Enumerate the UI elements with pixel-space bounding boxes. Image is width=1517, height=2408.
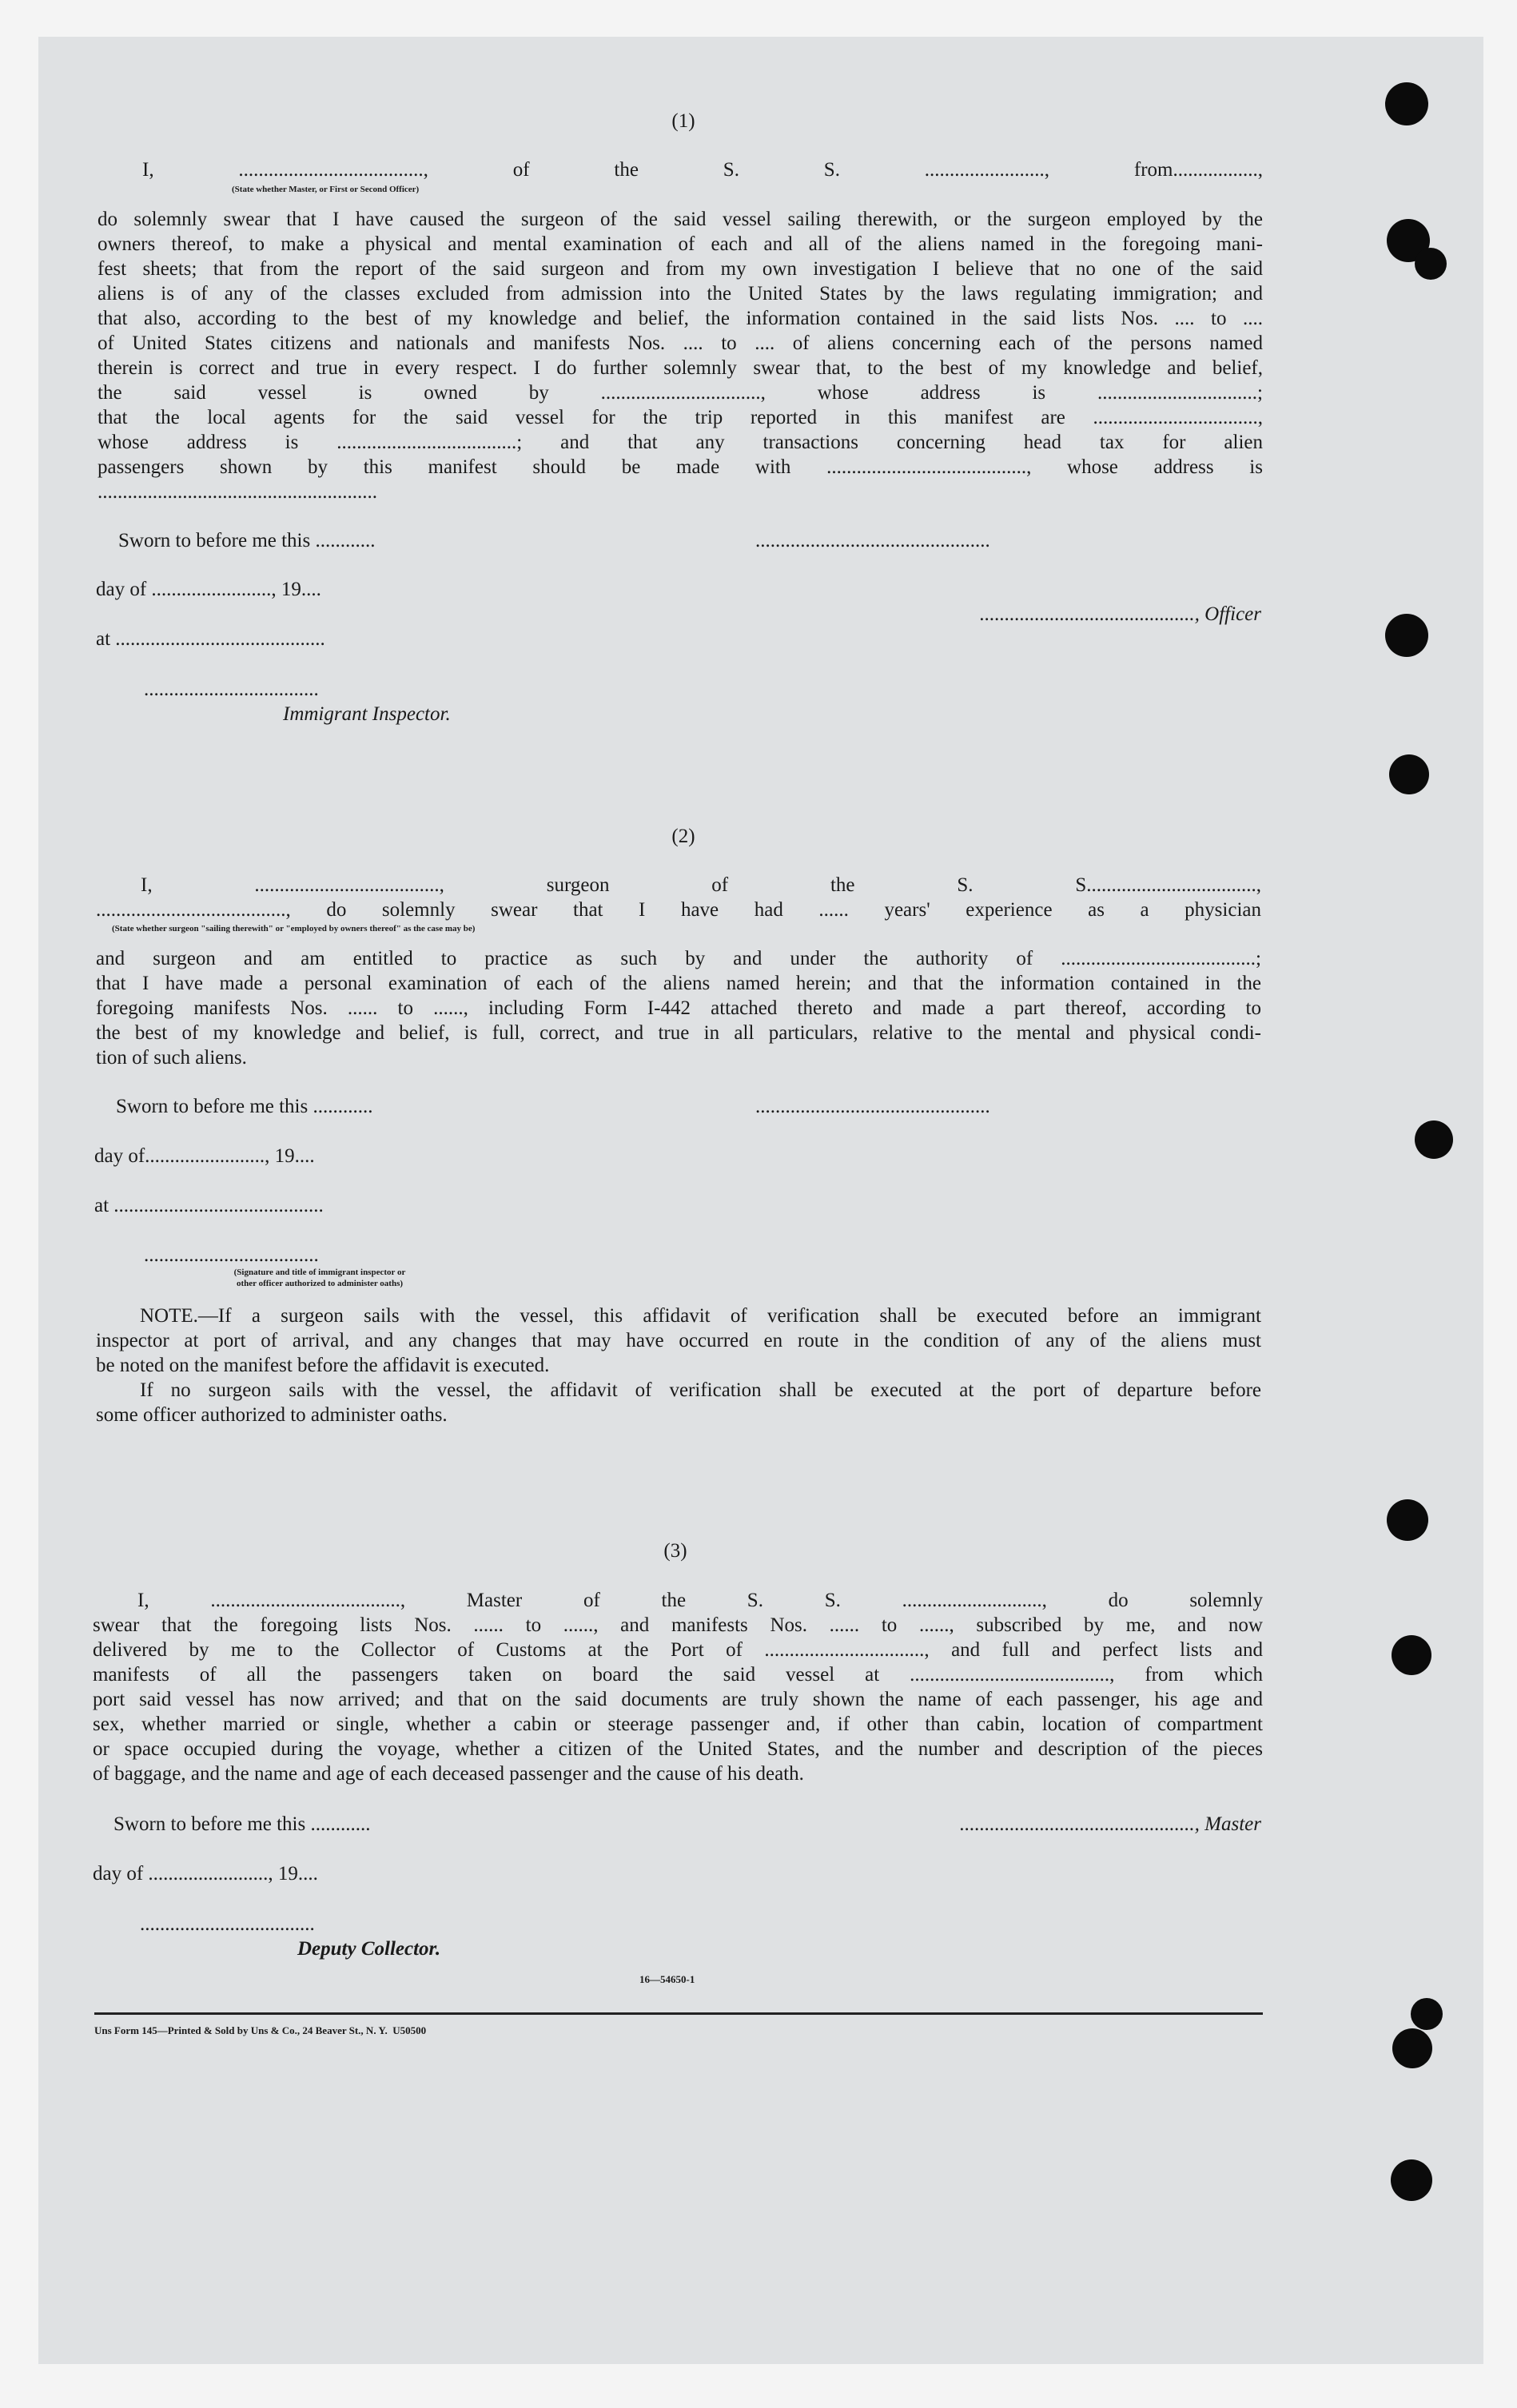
paragraph-line: therein is correct and true in every respect. I do further solemnly swear that, to the best of my knowledge and belief, [98, 357, 1263, 379]
paragraph-line: of baggage, and the name and age of each deceased passenger and the cause of his death. [93, 1763, 804, 1785]
paragraph-trailing-dots: ........................................................ [98, 481, 377, 503]
section-2-surgeon-note: (State whether surgeon "sailing therewith" or "employed by owners thereof" as the case may be) [112, 924, 476, 933]
punch-hole [1411, 1998, 1443, 2030]
paragraph-line: whose address is ....................................; and that any transactions concerning head tax for alien [98, 432, 1263, 453]
section-2-inspector-dots: ................................... [144, 1244, 319, 1266]
section-2-signature-dots: ............................................... [755, 1096, 990, 1117]
punch-hole [1385, 614, 1428, 657]
section-3-collector-dots: ................................... [140, 1913, 315, 1935]
note-line: If no surgeon sails with the vessel, the affidavit of verification shall be executed at the port of departure before [140, 1379, 1261, 1401]
section-3-day-line: day of ........................, 19.... [93, 1863, 318, 1885]
footer-rule [94, 2012, 1263, 2015]
paragraph-line: do solemnly swear that I have caused the surgeon of the said vessel sailing therewith, or the surgeon employed by the [98, 209, 1263, 230]
section-2-inspector-note: (Signature and title of immigrant inspector or [233, 1268, 406, 1277]
punch-hole [1392, 2028, 1432, 2068]
section-2-intro-line: I, ....................................., surgeon of the S. S.................................., [141, 874, 1261, 896]
section-1-inspector-dots: ................................... [144, 679, 319, 700]
punch-hole [1392, 1635, 1431, 1675]
paragraph-line: that I have made a personal examination of each of the aliens named herein; and that the information contained in the [96, 973, 1261, 994]
printer-imprint: Uns Form 145—Printed & Sold by Uns & Co., 24 Beaver St., N. Y. U50500 [94, 2024, 427, 2036]
paragraph-line: or space occupied during the voyage, whether a citizen of the United States, and the number and description of the pieces [93, 1738, 1263, 1760]
section-3-collector-label: Deputy Collector. [297, 1938, 441, 1960]
section-1-sworn-line: Sworn to before me this ............ [118, 530, 376, 551]
section-1-signature-dots: ............................................... [755, 530, 990, 551]
punch-hole [1415, 1120, 1453, 1159]
section-1-officer-line: ..........................................., Officer [979, 603, 1261, 625]
paragraph-line: aliens is of any of the classes excluded from admission into the United States by the laws regulating immigration; and [98, 283, 1263, 304]
paragraph-line: swear that the foregoing lists Nos. ...... to ......, and manifests Nos. ...... to ......, subscribed by me, and now [93, 1614, 1263, 1636]
paragraph-line: I, ......................................, Master of the S. S. ............................, do solemnly [137, 1590, 1263, 1611]
note-line: be noted on the manifest before the affidavit is executed. [96, 1355, 550, 1376]
section-1-master-note: (State whether Master, or First or Second Officer) [232, 185, 420, 194]
paragraph-line: sex, whether married or single, whether a cabin or steerage passenger and, if other than cabin, location of compartment [93, 1713, 1263, 1735]
punch-hole [1389, 754, 1429, 794]
paragraph-line: foregoing manifests Nos. ...... to ......, including Form I-442 attached thereto and made a part thereof, according to [96, 997, 1261, 1019]
paragraph-line: the best of my knowledge and belief, is full, correct, and true in all particulars, relative to the mental and physical condi- [96, 1022, 1261, 1044]
section-1-number: (1) [671, 110, 695, 132]
section-1-day-line: day of ........................, 19.... [96, 579, 321, 600]
paragraph-line: that the local agents for the said vessel for the trip reported in this manifest are ................................., [98, 407, 1263, 428]
paragraph-line: port said vessel has now arrived; and that on the said documents are truly shown the name of each passenger, his age and [93, 1689, 1263, 1710]
form-code: 16—54650-1 [639, 1973, 695, 1985]
section-3-sworn-line: Sworn to before me this ............ [113, 1813, 371, 1835]
note-line: some officer authorized to administer oaths. [96, 1404, 448, 1426]
section-1-inspector-label: Immigrant Inspector. [283, 703, 451, 725]
section-2-day-line: day of........................, 19.... [94, 1145, 315, 1167]
section-3-number: (3) [663, 1540, 687, 1562]
punch-hole [1391, 2159, 1432, 2201]
section-1-at-line: at .......................................... [96, 628, 325, 650]
punch-hole [1387, 1499, 1428, 1541]
section-3-master-line: ..............................................., Master [959, 1813, 1261, 1835]
paragraph-line: passengers shown by this manifest should be made with ........................................, whose address is [98, 456, 1263, 478]
paragraph-line: tion of such aliens. [96, 1047, 247, 1069]
paragraph-line: owners thereof, to make a physical and mental examination of each and all of the aliens named in the foregoing mani- [98, 233, 1263, 255]
note-line: NOTE.—If a surgeon sails with the vessel, this affidavit of verification shall be executed before an immigrant [140, 1305, 1261, 1327]
paragraph-line: fest sheets; that from the report of the said surgeon and from my own investigation I believe that no one of the said [98, 258, 1263, 280]
section-2-at-line: at .......................................... [94, 1195, 324, 1216]
punch-hole [1385, 82, 1428, 125]
note-line: inspector at port of arrival, and any changes that may have occurred en route in the condition of any of the aliens must [96, 1330, 1261, 1351]
section-2-inspector-note: other officer authorized to administer oaths) [236, 1279, 404, 1288]
punch-hole [1415, 248, 1447, 280]
section-1-intro-line: I, ....................................., of the S. S. ........................, from................., [142, 159, 1263, 181]
paragraph-line: manifests of all the passengers taken on board the said vessel at ........................................, from which [93, 1664, 1263, 1686]
paragraph-line: that also, according to the best of my knowledge and belief, the information contained in the said lists Nos. .... to .... [98, 308, 1263, 329]
paragraph-line: and surgeon and am entitled to practice as such by and under the authority of .......................................; [96, 948, 1261, 969]
paragraph-line: of United States citizens and nationals and manifests Nos. .... to .... of aliens concerning each of the persons named [98, 332, 1263, 354]
paragraph-line: delivered by me to the Collector of Customs at the Port of ................................, and full and perfect lists and [93, 1639, 1263, 1661]
paragraph-line: the said vessel is owned by ................................, whose address is ................................; [98, 382, 1263, 404]
section-2-number: (2) [671, 826, 695, 847]
section-2-sworn-line: Sworn to before me this ............ [116, 1096, 373, 1117]
section-2-second-line: ......................................, do solemnly swear that I have had ...... years' experience as a physician [96, 899, 1261, 921]
